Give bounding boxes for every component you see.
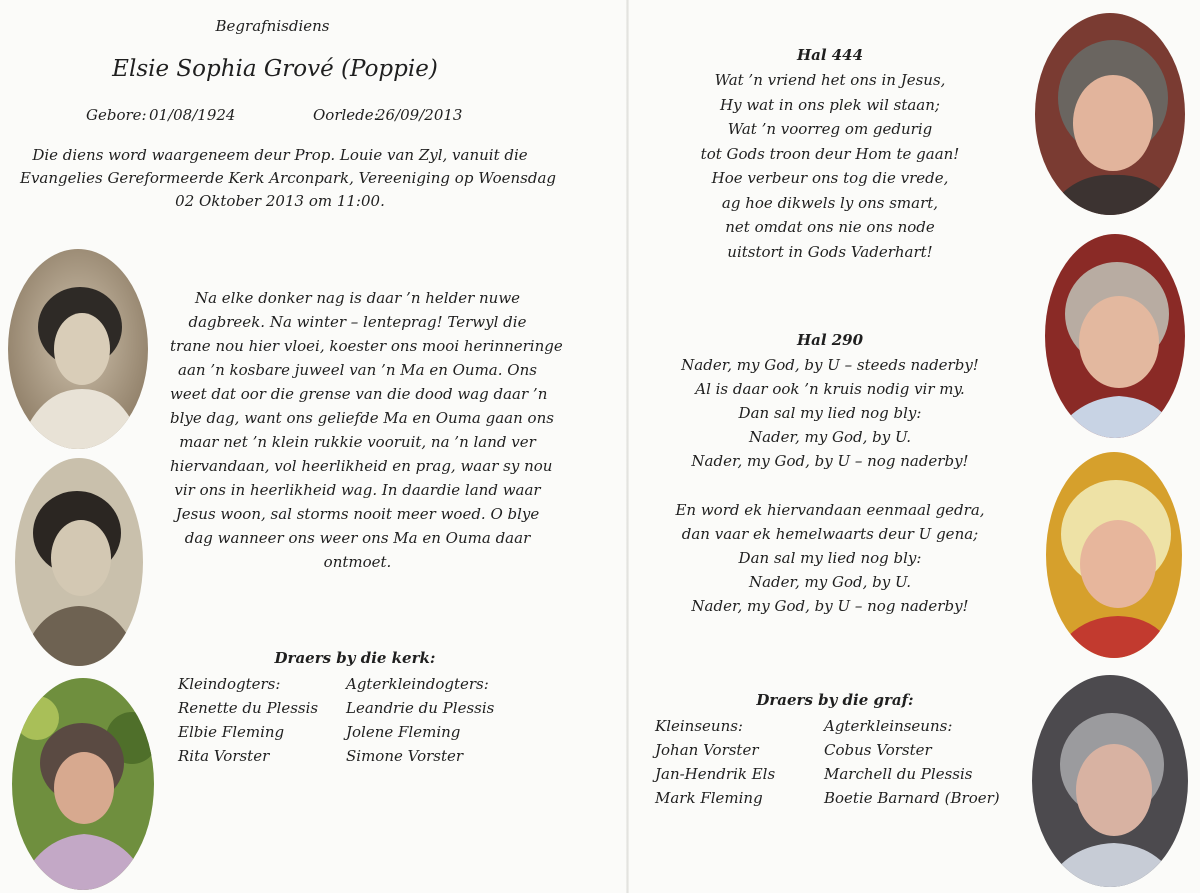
grave-bearers-title: Draers by die graf: — [756, 691, 914, 709]
bearer-name: Jolene Fleming — [346, 723, 461, 741]
deceased-name: Elsie Sophia Grové (Poppie) — [112, 56, 438, 82]
bearer-name: Cobus Vorster — [824, 741, 932, 759]
hymn-444-lyrics — [650, 68, 1010, 264]
bearer-name: Marchell du Plessis — [824, 765, 973, 783]
lyric-line: net omdat ons nie ons node — [725, 218, 935, 236]
lyric-line: Nader, my God, by U – nog naderby! — [691, 452, 969, 470]
poem-line: hiervandaan, vol heerlikheid en prag, waar sy nou — [170, 457, 553, 475]
column-heading: Agterkleinseuns: — [824, 717, 953, 735]
bearer-name: Jan-Hendrik Els — [655, 765, 776, 783]
lyric-line: Nader, my God, by U – steeds naderby! — [681, 356, 979, 374]
lyric-line: Al is daar ook ’n kruis nodig vir my. — [695, 380, 965, 398]
poem-line: blye dag, want ons geliefde Ma en Ouma gaan ons — [170, 409, 554, 427]
grandsons-column — [655, 714, 775, 810]
lyric-line: Wat ’n vriend het ons in Jesus, — [714, 71, 946, 89]
died-date: 26/09/2013 — [376, 106, 463, 124]
service-line: Die diens word waargeneem deur Prop. Louie van Zyl, vanuit die — [32, 146, 528, 164]
bearer-name: Johan Vorster — [655, 741, 759, 759]
lyric-line: uitstort in Gods Vaderhart! — [727, 242, 933, 261]
poem-line: dagbreek. Na winter – lenteprag! Terwyl die — [188, 313, 527, 331]
born-label: Gebore: — [86, 106, 147, 124]
lyric-line: tot Gods troon deur Hom te gaan! — [700, 144, 960, 163]
great-grandsons-column — [824, 714, 1000, 810]
poem-line: weet dat oor die grense van die dood wag daar ’n — [170, 385, 548, 403]
lyric-line: Nader, my God, by U. — [748, 428, 912, 446]
poem-line: ontmoet. — [323, 553, 392, 571]
lyric-line: Dan sal my lied nog bly: — [738, 549, 922, 567]
column-heading: Kleinseuns: — [655, 717, 743, 735]
poem-line: aan ’n kosbare juweel van ’n Ma en Ouma. Ons — [178, 361, 537, 379]
poem-line: trane nou hier vloei, koester ons mooi herinneringe — [170, 337, 563, 355]
lyric-line: Wat ’n voorreg om gedurig — [727, 120, 933, 138]
portrait-photo-oldest — [1032, 675, 1188, 887]
service-heading: Begrafnisdiens — [215, 17, 330, 35]
hymn-444-title: Hal 444 — [796, 46, 864, 64]
poem-line: Na elke donker nag is daar ’n helder nuwe — [194, 289, 521, 307]
bearer-name: Boetie Barnard (Broer) — [824, 789, 1000, 807]
column-heading: Agterkleindogters: — [346, 675, 489, 693]
bearer-name: Simone Vorster — [346, 747, 464, 765]
lyric-line: Hy wat in ons plek wil staan; — [720, 95, 940, 114]
portrait-photo-smiling — [1035, 13, 1185, 215]
service-line: 02 Oktober 2013 om 11:00. — [175, 192, 385, 210]
service-line: Evangelies Gereformeerde Kerk Arconpark, Vereeniging op Woensdag — [20, 169, 557, 187]
portrait-photo-young — [8, 249, 148, 449]
bearer-name: Renette du Plessis — [178, 699, 319, 717]
column-heading: Kleindogters: — [178, 675, 281, 693]
bearer-name: Elbie Fleming — [178, 723, 285, 741]
page-fold — [626, 0, 629, 893]
lyric-line: Nader, my God, by U. — [748, 573, 912, 591]
portrait-photo-middle-age — [15, 458, 143, 666]
hymn-290-title: Hal 290 — [796, 331, 864, 349]
bearer-name: Leandrie du Plessis — [346, 699, 495, 717]
lyric-line: Dan sal my lied nog bly: — [738, 404, 922, 422]
granddaughters-column — [178, 672, 318, 768]
service-details — [20, 144, 557, 213]
lyric-line: Nader, my God, by U – nog naderby! — [691, 597, 969, 615]
church-bearers-title: Draers by die kerk: — [274, 649, 436, 667]
hymn-290-verse-1 — [650, 353, 1010, 473]
poem-line: maar net ’n klein rukkie vooruit, na ’n land ver — [179, 433, 536, 451]
born-date: 01/08/1924 — [149, 106, 236, 124]
bearer-name: Rita Vorster — [178, 747, 270, 765]
tribute-poem — [170, 286, 563, 574]
poem-line: Jesus woon, sal storms nooit meer woed. O blye — [175, 505, 540, 523]
poem-line: dag wanneer ons weer ons Ma en Ouma daar — [184, 529, 531, 547]
great-granddaughters-column — [346, 672, 494, 768]
hymn-290-verse-2 — [650, 498, 1010, 618]
bearer-name: Mark Fleming — [655, 789, 763, 807]
poem-line: vir ons in heerlikheid wag. In daardie land waar — [174, 481, 541, 499]
lyric-line: dan vaar ek hemelwaarts deur U gena; — [681, 525, 979, 543]
died-label: Oorlede: — [313, 106, 379, 124]
portrait-photo-blonde — [1046, 452, 1182, 658]
lyric-line: En word ek hiervandaan eenmaal gedra, — [675, 501, 985, 519]
lyric-line: Hoe verbeur ons tog die vrede, — [711, 169, 949, 187]
lyric-line: ag hoe dikwels ly ons smart, — [721, 193, 939, 212]
portrait-photo-garden — [12, 678, 154, 890]
portrait-photo-elderly — [1045, 234, 1185, 438]
